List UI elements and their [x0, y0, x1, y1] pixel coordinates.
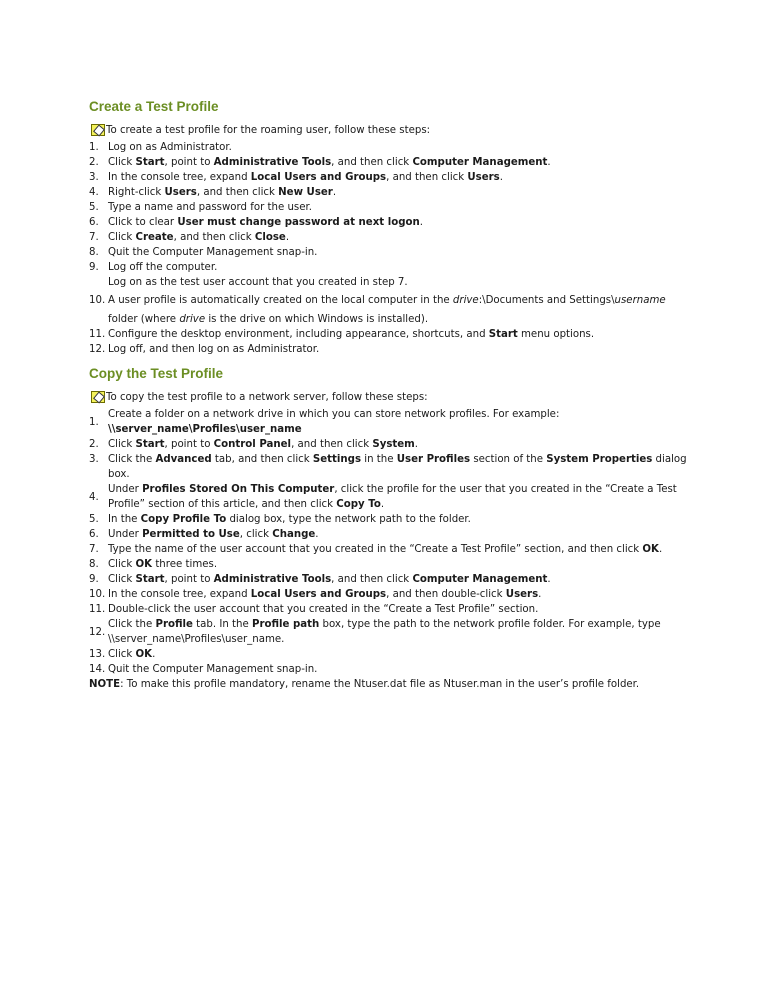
step-text: Log off the computer. Log on as the test user account that you created in step 7. [108, 262, 408, 288]
step-text: Click Start, point to Administrative Tools, and then click Computer Management. [108, 157, 551, 168]
step-number: 11. [89, 329, 106, 340]
step-item [89, 557, 689, 572]
step-number: 14. [89, 664, 106, 675]
intro-text: To create a test profile for the roaming user, follow these steps: [106, 124, 431, 136]
step-item [89, 662, 689, 677]
note-paragraph [89, 677, 689, 692]
step-text: Click Start, point to Administrative Tools, and then click Computer Management. [108, 574, 551, 585]
step-item [89, 185, 689, 200]
step-number: 2. [89, 439, 99, 450]
step-text: Click Create, and then click Close. [108, 232, 290, 243]
step-number: 12. [89, 626, 106, 638]
step-item [89, 342, 689, 357]
step-number: 4. [89, 491, 99, 503]
steps-list-copy [89, 407, 689, 677]
step-text: Configure the desktop environment, including appearance, shortcuts, and Start menu options. [108, 329, 595, 340]
step-number: 7. [89, 232, 99, 243]
section-heading-create-test-profile: Create a Test Profile [89, 99, 219, 114]
step-item [89, 542, 689, 557]
step-number: 5. [89, 202, 99, 213]
note-label: NOTE [89, 679, 121, 690]
step-text: In the console tree, expand Local Users and Groups, and then click Users. [108, 172, 503, 183]
procedure-intro [91, 387, 689, 407]
step-text: In the Copy Profile To dialog box, type the network path to the folder. [108, 514, 471, 525]
step-item [89, 602, 689, 617]
step-number: 6. [89, 529, 99, 540]
step-number: 5. [89, 514, 99, 525]
step-text: Log off, and then log on as Administrator. [108, 344, 320, 355]
step-item [89, 482, 689, 512]
step-text: Click OK. [108, 649, 156, 660]
step-text: In the console tree, expand Local Users and Groups, and then double-click Users. [108, 589, 542, 600]
step-text: Under Profiles Stored On This Computer, click the profile for the user that you created in the “Create a Test Profile” section of this article, and then click Copy To. [108, 484, 677, 510]
step-text: Click OK three times. [108, 559, 218, 570]
procedure-pencil-icon [91, 391, 105, 403]
step-item [89, 155, 689, 170]
step-number: 3. [89, 454, 99, 465]
step-number: 12. [89, 344, 106, 355]
step-item [89, 407, 689, 437]
step-item [89, 293, 689, 327]
step-text: Type a name and password for the user. [108, 202, 312, 213]
step-number: 6. [89, 217, 99, 228]
step-item [89, 647, 689, 662]
step-number: 7. [89, 544, 99, 555]
procedure-pencil-icon [91, 124, 105, 136]
step-text: Click the Profile tab. In the Profile path box, type the path to the network profile folder. For example, type \\server_name\Profiles\user_name. [108, 619, 661, 645]
step-item [89, 617, 689, 647]
step-item [89, 572, 689, 587]
step-item [89, 215, 689, 230]
step-item [89, 200, 689, 215]
step-item [89, 327, 689, 342]
step-text: Right-click Users, and then click New User. [108, 187, 337, 198]
step-number: 2. [89, 157, 99, 168]
step-text: Quit the Computer Management snap-in. [108, 664, 318, 675]
step-number: 11. [89, 604, 106, 615]
step-number: 3. [89, 172, 99, 183]
step-item [89, 527, 689, 542]
step-item [89, 230, 689, 245]
step-text: A user profile is automatically created on the local computer in the drive:\Documents and Settings\username folder (where drive is the drive on which Windows is installed). [108, 295, 666, 325]
step-text: Double-click the user account that you created in the “Create a Test Profile” section. [108, 604, 539, 615]
step-number: 9. [89, 262, 99, 273]
document-page [89, 94, 689, 692]
step-number: 10. [89, 589, 106, 600]
steps-list-create [89, 140, 689, 357]
step-item [89, 437, 689, 452]
step-text: Type the name of the user account that you created in the “Create a Test Profile” section, and then click OK. [108, 544, 663, 555]
step-number: 1. [89, 416, 99, 428]
step-item [89, 140, 689, 155]
procedure-intro [91, 120, 689, 140]
note-text: : To make this profile mandatory, rename the Ntuser.dat file as Ntuser.man in the user’s profile folder. [120, 679, 640, 690]
step-text: Log on as Administrator. [108, 142, 232, 153]
section-heading-copy-test-profile: Copy the Test Profile [89, 366, 224, 381]
step-item [89, 260, 689, 290]
step-item [89, 587, 689, 602]
step-text: Click the Advanced tab, and then click Settings in the User Profiles section of the System Properties dialog box. [108, 454, 687, 480]
step-text: Click Start, point to Control Panel, and then click System. [108, 439, 419, 450]
step-text: Under Permitted to Use, click Change. [108, 529, 319, 540]
step-item [89, 452, 689, 482]
step-item [89, 170, 689, 185]
step-text: Click to clear User must change password at next logon. [108, 217, 423, 228]
step-item [89, 512, 689, 527]
step-text: Quit the Computer Management snap-in. [108, 247, 318, 258]
step-number: 13. [89, 649, 106, 660]
step-number: 10. [89, 295, 106, 306]
step-number: 8. [89, 559, 99, 570]
intro-text: To copy the test profile to a network server, follow these steps: [106, 391, 428, 403]
step-number: 1. [89, 142, 99, 153]
step-item [89, 245, 689, 260]
step-text: Create a folder on a network drive in which you can store network profiles. For example: \\server_name\Profiles\user_name [108, 409, 560, 435]
step-number: 8. [89, 247, 99, 258]
step-number: 9. [89, 574, 99, 585]
step-number: 4. [89, 187, 99, 198]
